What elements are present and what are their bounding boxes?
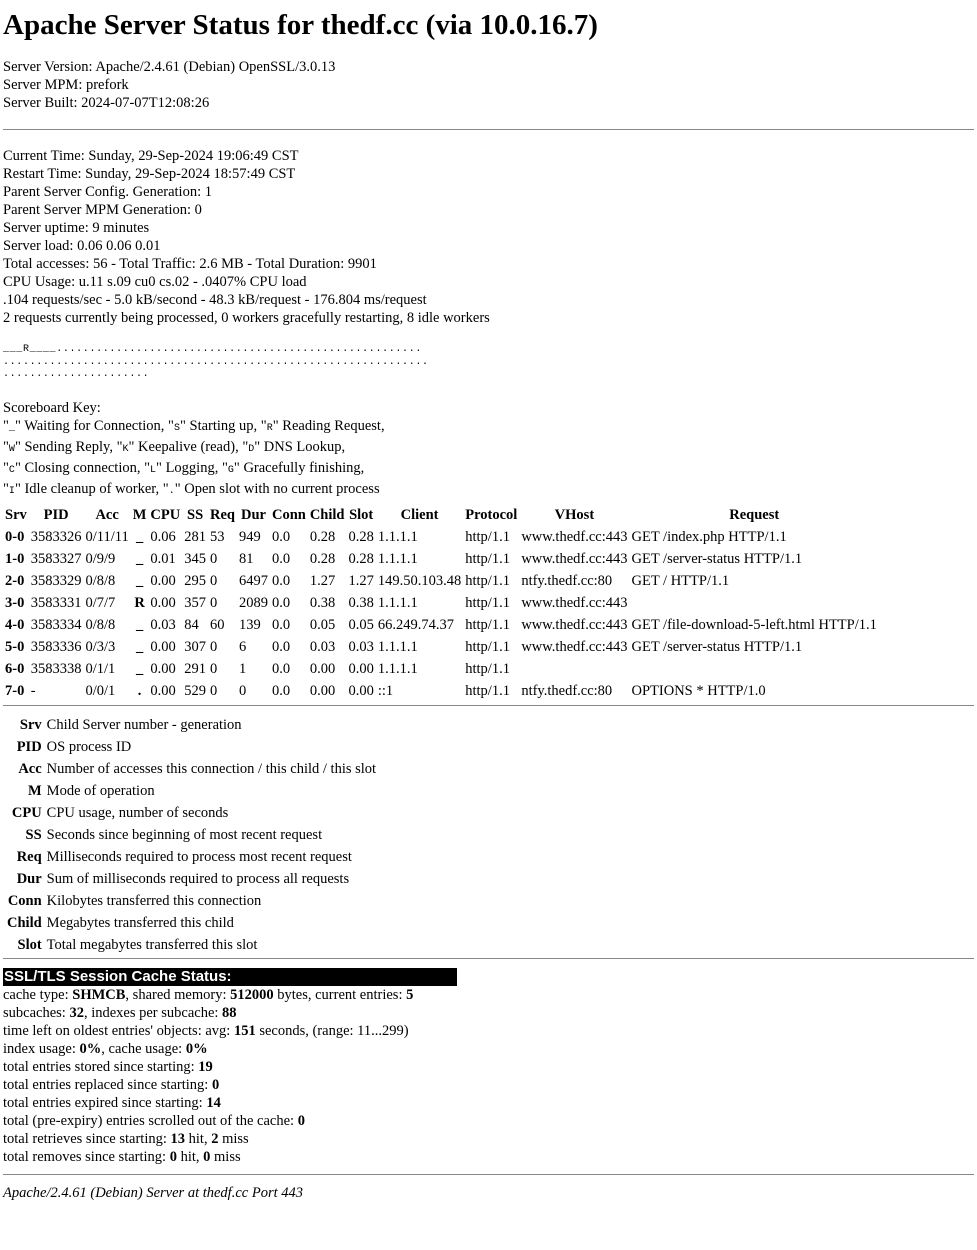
cell-m: _ [135,661,144,677]
cell-srv: 3-0 [5,595,25,611]
column-header-ss: SS [187,507,204,523]
column-header-m: M [132,507,147,523]
ssl-value: 32 [69,1004,84,1021]
cell-slot: 0.28 [348,529,374,545]
cell-client: ::1 [377,683,394,699]
cell-acc: 0/0/1 [85,683,116,699]
server-stat-line: Server uptime: 9 minutes [3,220,150,236]
scoreboard-row: ...................... [3,369,150,380]
cell-protocol: http/1.1 [465,661,510,677]
cell-ss: 357 [184,595,206,611]
key-code: L [150,464,157,476]
cell-client: 1.1.1.1 [377,551,418,567]
ssl-value: 13 [170,1130,186,1147]
legend-description: Seconds since beginning of most recent request [46,827,323,843]
column-header-child: Child [309,507,345,523]
cell-conn: 0.0 [271,639,291,655]
key-text: " Gracefully finishing, [233,459,365,476]
cell-child: 0.28 [309,529,336,545]
divider [3,1174,974,1175]
divider [3,705,974,706]
legend-row [5,781,378,803]
cell-srv: 6-0 [5,661,25,677]
ssl-value: 0% [185,1040,208,1057]
server-signature: Apache/2.4.61 (Debian) Server at thedf.cc Port 443 [3,1184,303,1201]
cell-acc: 0/8/8 [85,617,116,633]
legend-term: Conn [7,893,42,909]
cell-request: GET / HTTP/1.1 [631,573,730,589]
ssl-value: 512000 [230,986,274,1003]
server-stat-line: Current Time: Sunday, 29-Sep-2024 19:06:49 CST [3,148,299,164]
cell-protocol: http/1.1 [465,551,510,567]
legend-row [5,891,378,913]
legend-term: CPU [11,805,42,821]
cell-ss: 345 [184,551,206,567]
ssl-value: 0 [169,1148,177,1165]
cell-protocol: http/1.1 [465,595,510,611]
cell-request: GET /server-status HTTP/1.1 [631,551,803,567]
scoreboard-key [3,399,974,501]
server-stat-line: .104 requests/sec - 5.0 kB/second - 48.3 kB/request - 176.804 ms/request [3,292,427,308]
cell-m: _ [135,617,144,633]
cell-slot: 0.00 [348,661,374,677]
ssl-label: , indexes per subcache: [83,1004,223,1021]
cell-srv: 1-0 [5,551,25,567]
cell-slot: 0.03 [348,639,374,655]
key-text: " DNS Lookup, [254,438,346,455]
cell-req: 0 [209,661,218,677]
cell-acc: 0/1/1 [85,661,116,677]
ssl-stat-line [3,1130,974,1148]
legend-description: Kilobytes transferred this connection [46,893,262,909]
column-header-cpu: CPU [150,507,181,523]
cell-dur: 0 [238,683,247,699]
cell-vhost: www.thedf.cc:443 [521,551,628,567]
legend-term: PID [16,739,42,755]
cell-client: 149.50.103.48 [377,573,462,589]
cell-child: 1.27 [309,573,336,589]
column-header-srv: Srv [5,507,27,523]
cell-child: 0.28 [309,551,336,567]
cell-req: 60 [209,617,225,633]
column-header-client: Client [400,507,439,523]
server-stat-line: Restart Time: Sunday, 29-Sep-2024 18:57:49 CST [3,166,296,182]
ssl-value: 0 [203,1148,211,1165]
ssl-value: 0 [211,1076,220,1093]
ssl-label: subcaches: [3,1004,70,1021]
legend-description: Number of accesses this connection / this child / this slot [46,761,377,777]
legend-term: Srv [19,717,42,733]
cell-slot: 1.27 [348,573,374,589]
cell-m: R [134,595,145,611]
legend-row [5,913,378,935]
cell-dur: 1 [238,661,247,677]
ssl-stat-line [3,1022,974,1040]
cell-srv: 7-0 [5,683,25,699]
table-row [3,681,879,703]
page-title: Apache Server Status for thedf.cc (via 10.0.16.7) [3,9,598,41]
cell-child: 0.03 [309,639,336,655]
key-code: W [8,443,15,455]
cell-conn: 0.0 [271,551,291,567]
cell-ss: 84 [184,617,199,633]
cell-pid: 3583329 [30,573,82,589]
key-quote: " [3,459,9,476]
ssl-value: 14 [206,1094,221,1111]
cell-conn: 0.0 [271,595,291,611]
legend-row [5,715,378,737]
cell-req: 0 [209,551,218,567]
ssl-value: 2 [211,1130,219,1147]
ssl-value: 0 [297,1112,305,1129]
scoreboard-row: ................................................................ [3,356,429,368]
cell-cpu: 0.03 [150,617,176,633]
cell-m: . [137,683,142,699]
cell-conn: 0.0 [271,661,291,677]
column-header-conn: Conn [271,507,306,523]
key-code: C [8,464,15,476]
legend-term: Acc [18,761,42,777]
ssl-value: 5 [406,986,414,1003]
ssl-stat-line [3,1112,974,1130]
legend-row [5,847,378,869]
divider [3,129,974,130]
cell-cpu: 0.01 [150,551,176,567]
legend-term: SS [25,827,42,843]
legend-description: OS process ID [46,739,132,755]
table-row [3,593,879,615]
ssl-value: 88 [222,1004,237,1021]
server-info-line: Server MPM: prefork [3,77,129,93]
cell-vhost: www.thedf.cc:443 [521,639,628,655]
ssl-label: hit, [176,1148,204,1165]
cell-ss: 291 [184,661,206,677]
key-code: . [168,485,175,497]
ssl-label: total (pre-expiry) entries scrolled out of the cache: [3,1112,298,1129]
cell-ss: 307 [184,639,206,655]
cell-conn: 0.0 [271,529,291,545]
cell-cpu: 0.00 [150,595,176,611]
cell-srv: 4-0 [5,617,25,633]
key-code: _ [8,422,15,434]
worker-table [3,505,879,703]
cell-cpu: 0.06 [150,529,176,545]
cell-child: 0.38 [309,595,336,611]
key-text: " Idle cleanup of worker, " [14,480,169,497]
cell-child: 0.00 [309,683,336,699]
column-header-request: Request [729,507,780,523]
cell-cpu: 0.00 [150,573,176,589]
cell-conn: 0.0 [271,617,291,633]
cell-ss: 295 [184,573,206,589]
legend-term: Slot [17,937,42,953]
cell-req: 0 [209,595,218,611]
ssl-cache-stats [3,986,974,1166]
column-header-dur: Dur [240,507,266,523]
key-text: " Logging, " [156,459,228,476]
ssl-stat-line [3,1058,974,1076]
column-legend [5,715,378,957]
legend-term: Dur [16,871,42,887]
column-header-acc: Acc [95,507,119,523]
cell-dur: 2089 [238,595,268,611]
ssl-stat-line [3,1076,974,1094]
cell-vhost [519,659,629,681]
ssl-label: bytes, current entries: [273,986,407,1003]
server-stat-line: Parent Server MPM Generation: 0 [3,202,202,218]
cell-m: _ [135,551,144,567]
cell-client: 1.1.1.1 [377,661,418,677]
ssl-label: seconds, (range: 11...299) [255,1022,409,1039]
cell-pid: 3583327 [30,551,82,567]
cell-slot: 0.28 [348,551,374,567]
cell-vhost: www.thedf.cc:443 [521,529,628,545]
key-text: " Starting up, " [179,417,267,434]
table-row [3,527,879,549]
ssl-stat-line [3,1004,974,1022]
key-text: " Keepalive (read), " [128,438,249,455]
cell-acc: 0/7/7 [85,595,116,611]
ssl-value: 151 [233,1022,256,1039]
ssl-value: SHMCB [72,986,126,1003]
ssl-label: index usage: [3,1040,80,1057]
cell-req: 0 [209,573,218,589]
cell-slot: 0.00 [348,683,374,699]
cell-m: _ [135,639,144,655]
server-stat-line: Server load: 0.06 0.06 0.01 [3,238,161,254]
ssl-label: miss [218,1130,249,1147]
key-code: S [173,422,180,434]
cell-protocol: http/1.1 [465,573,510,589]
key-quote: " [3,417,9,434]
cell-ss: 529 [184,683,206,699]
key-text: " Closing connection, " [14,459,151,476]
cell-request: GET /server-status HTTP/1.1 [631,639,803,655]
worker-table-header [3,505,879,527]
server-stat-line: Parent Server Config. Generation: 1 [3,184,212,200]
cell-cpu: 0.00 [150,639,176,655]
ssl-label: total entries replaced since starting: [3,1076,212,1093]
ssl-label: total retrieves since starting: [3,1130,171,1147]
ssl-label: , cache usage: [101,1040,186,1057]
cell-cpu: 0.00 [150,661,176,677]
cell-acc: 0/11/11 [85,529,129,545]
ssl-label: hit, [185,1130,212,1147]
cell-vhost: ntfy.thedf.cc:80 [521,573,613,589]
key-text: " Sending Reply, " [14,438,123,455]
cell-request: GET /file-download-5-left.html HTTP/1.1 [631,617,877,633]
legend-description: Total megabytes transferred this slot [46,937,258,953]
server-stat-line: 2 requests currently being processed, 0 workers gracefully restarting, 8 idle workers [3,310,490,326]
cell-request: OPTIONS * HTTP/1.0 [631,683,766,699]
column-header-pid: PID [43,507,69,523]
cell-m: _ [135,573,144,589]
legend-description: Milliseconds required to process most recent request [46,849,352,865]
ssl-stat-line [3,1094,974,1112]
cell-client: 1.1.1.1 [377,639,418,655]
cell-child: 0.05 [309,617,336,633]
cell-dur: 6497 [238,573,268,589]
cell-conn: 0.0 [271,573,291,589]
cell-request [630,593,879,615]
key-code: K [122,443,129,455]
ssl-label: , shared memory: [125,986,231,1003]
scoreboard-key-title: Scoreboard Key: [3,399,101,416]
legend-description: Megabytes transferred this child [46,915,234,931]
legend-description: CPU usage, number of seconds [46,805,229,821]
key-text: " Reading Request, [272,417,385,434]
cell-vhost: ntfy.thedf.cc:80 [521,683,613,699]
ssl-label: miss [210,1148,241,1165]
cell-protocol: http/1.1 [465,639,510,655]
legend-description: Sum of milliseconds required to process all requests [46,871,350,887]
divider [3,958,974,959]
scoreboard [3,344,974,382]
cell-srv: 0-0 [5,529,25,545]
ssl-cache-heading: SSL/TLS Session Cache Status: [3,968,457,986]
table-row [3,549,879,571]
ssl-label: total removes since starting: [3,1148,170,1165]
cell-conn: 0.0 [271,683,291,699]
cell-dur: 6 [238,639,247,655]
cell-pid: 3583326 [30,529,82,545]
ssl-value: 19 [198,1058,213,1075]
cell-protocol: http/1.1 [465,617,510,633]
server-stat-line: Total accesses: 56 - Total Traffic: 2.6 MB - Total Duration: 9901 [3,256,377,272]
cell-client: 1.1.1.1 [377,595,418,611]
cell-req: 0 [209,639,218,655]
cell-request [630,659,879,681]
legend-row [5,825,378,847]
key-quote: " [3,438,9,455]
cell-dur: 139 [238,617,261,633]
legend-row [5,759,378,781]
ssl-label: time left on oldest entries' objects: avg: [3,1022,234,1039]
ssl-label: cache type: [3,986,73,1003]
server-info-line: Server Built: 2024-07-07T12:08:26 [3,95,210,111]
ssl-value: 0% [79,1040,102,1057]
key-code: D [248,443,255,455]
column-header-vhost: VHost [554,507,595,523]
cell-pid: 3583334 [30,617,82,633]
key-text: " Open slot with no current process [174,480,380,497]
cell-request: GET /index.php HTTP/1.1 [631,529,787,545]
scoreboard-key-line [3,417,974,438]
column-header-protocol: Protocol [465,507,518,523]
cell-protocol: http/1.1 [465,529,510,545]
ssl-stat-line [3,1148,974,1166]
scoreboard-row: ___R____....................................................... [3,344,423,355]
cell-srv: 2-0 [5,573,25,589]
key-quote: " [3,480,9,497]
legend-term: M [27,783,42,799]
scoreboard-key-line [3,459,974,480]
cell-client: 1.1.1.1 [377,529,418,545]
cell-protocol: http/1.1 [465,683,510,699]
ssl-stat-line [3,986,974,1004]
cell-child: 0.00 [309,661,336,677]
legend-row [5,935,378,957]
cell-vhost: www.thedf.cc:443 [521,595,628,611]
legend-row [5,803,378,825]
key-code: R [266,422,273,434]
legend-term: Req [16,849,42,865]
server-info [3,58,974,112]
table-row [3,571,879,593]
cell-srv: 5-0 [5,639,25,655]
cell-pid: 3583338 [30,661,82,677]
cell-vhost: www.thedf.cc:443 [521,617,628,633]
scoreboard-key-line [3,480,974,501]
cell-pid: - [30,683,36,699]
table-row [3,615,879,637]
cell-acc: 0/9/9 [85,551,116,567]
cell-dur: 81 [238,551,254,567]
column-header-req: Req [209,507,235,523]
ssl-label: total entries stored since starting: [3,1058,199,1075]
key-code: I [8,485,15,497]
ssl-stat-line [3,1040,974,1058]
cell-cpu: 0.00 [150,683,176,699]
cell-slot: 0.38 [348,595,374,611]
key-text: " Waiting for Connection, " [14,417,174,434]
cell-acc: 0/3/3 [85,639,116,655]
scoreboard-key-line [3,438,974,459]
cell-ss: 281 [184,529,206,545]
cell-pid: 3583336 [30,639,82,655]
legend-term: Child [7,915,42,931]
cell-m: _ [135,529,144,545]
legend-description: Mode of operation [46,783,155,799]
cell-acc: 0/8/8 [85,573,116,589]
server-info-line: Server Version: Apache/2.4.61 (Debian) OpenSSL/3.0.13 [3,59,336,75]
table-row [3,659,879,681]
legend-row [5,869,378,891]
cell-dur: 949 [238,529,261,545]
cell-req: 53 [209,529,225,545]
cell-req: 0 [209,683,218,699]
key-code: G [227,464,234,476]
table-row [3,637,879,659]
legend-description: Child Server number - generation [46,717,242,733]
server-stats [3,147,974,327]
server-stat-line: CPU Usage: u.11 s.09 cu0 cs.02 - .0407% CPU load [3,274,307,290]
cell-client: 66.249.74.37 [377,617,454,633]
cell-pid: 3583331 [30,595,82,611]
ssl-label: total entries expired since starting: [3,1094,207,1111]
legend-row [5,737,378,759]
cell-slot: 0.05 [348,617,374,633]
column-header-slot: Slot [349,507,374,523]
